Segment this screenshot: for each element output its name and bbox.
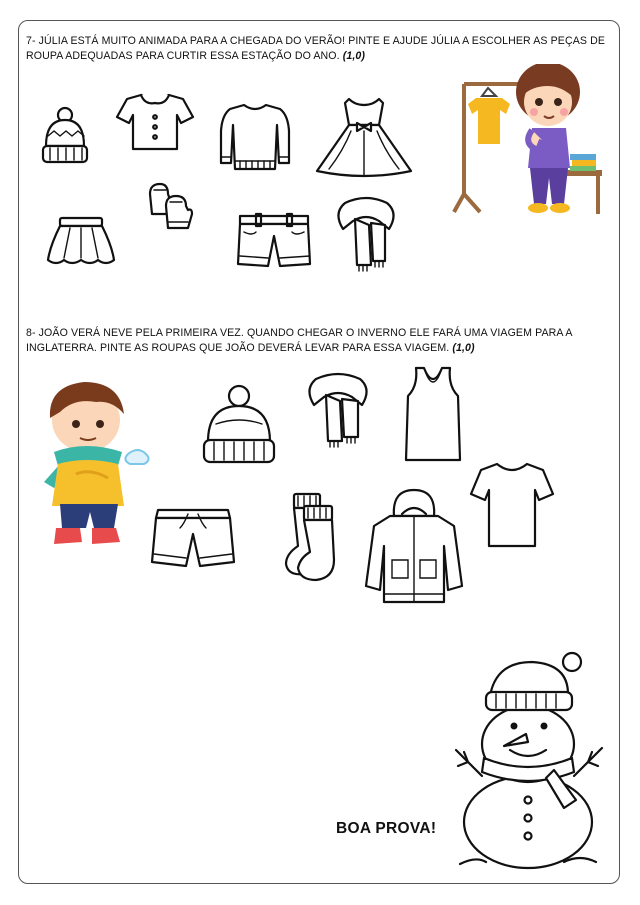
skirt-icon[interactable] — [46, 214, 116, 268]
party-dress-icon[interactable] — [313, 95, 415, 180]
beanie-hat-icon[interactable] — [200, 384, 278, 468]
question-8-score: (1,0) — [452, 342, 475, 354]
question-7 — [26, 34, 606, 64]
question-7-text: 7- JÚLIA ESTÁ MUITO ANIMADA PARA A CHEGADA DO VERÃO! PINTE E AJUDE JÚLIA A ESCOLHER AS PEÇAS DE ROUPA ADEQUADAS PARA CURTIR ESSA ESTAÇÃO DO ANO. — [26, 35, 605, 62]
joao-illustration — [34, 378, 152, 550]
snowman-illustration — [446, 650, 616, 876]
shorts-icon[interactable] — [236, 212, 312, 270]
tshirt-collar-icon[interactable] — [115, 91, 195, 153]
winter-jacket-icon[interactable] — [364, 486, 464, 608]
shorts-icon[interactable] — [150, 504, 236, 570]
julia-illustration — [452, 64, 604, 218]
question-7-score: (1,0) — [342, 50, 366, 62]
scarf-icon[interactable] — [333, 195, 399, 275]
beanie-hat-icon[interactable] — [38, 106, 92, 170]
question-8 — [26, 326, 606, 356]
tshirt-icon[interactable] — [469, 460, 555, 550]
socks-icon[interactable] — [264, 490, 342, 584]
closing-message: BOA PROVA! — [336, 820, 437, 837]
question-8-text: 8- JOÃO VERÁ NEVE PELA PRIMEIRA VEZ. QUANDO CHEGAR O INVERNO ELE FARÁ UMA VIAGEM PARA A INGLATERRA. PINTE AS ROUPAS QUE JOÃO DEVERÁ LEVAR PARA ESSA VIAGEM. — [26, 327, 572, 354]
tank-top-icon[interactable] — [402, 364, 464, 464]
sweater-icon[interactable] — [218, 101, 292, 173]
scarf-icon[interactable] — [304, 371, 372, 451]
mittens-icon[interactable] — [146, 180, 196, 232]
